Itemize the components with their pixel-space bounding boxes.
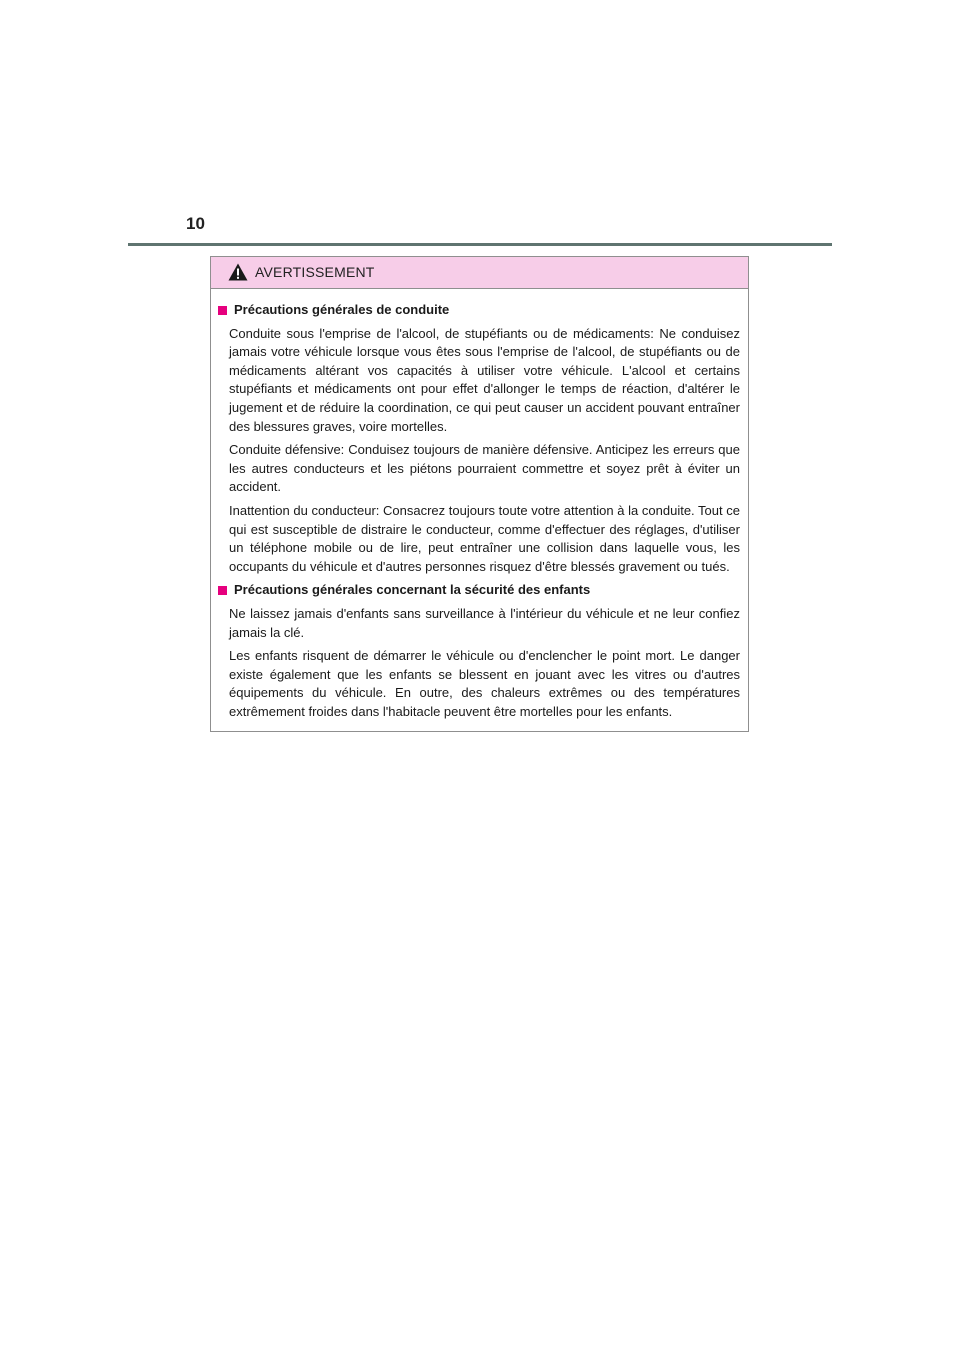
- header-rule: [128, 243, 832, 246]
- section-title-driving: [218, 301, 740, 320]
- paragraph-unattended-children: Ne laissez jamais d'enfants sans surveillance à l'intérieur du véhicule et ne leur confiez jamais la clé.: [229, 605, 740, 640]
- section-title-child-safety: [218, 581, 740, 600]
- paragraph-driver-inattention: Inattention du conducteur: Consacrez toujours toute votre attention à la conduite. Tout ce qui est susceptible de distraire le conducteur, comme d'effectuer des réglages, d'utiliser un téléphone mobile ou de lire, peut entraîner une collision dans laquelle vous, les occupants du véhicule et d'autres personnes risquez d'être blessés gravement ou tués.: [229, 502, 740, 574]
- warning-title: AVERTISSEMENT: [255, 264, 375, 280]
- paragraph-alcohol: Conduite sous l'emprise de l'alcool, de stupéfiants ou de médicaments: Ne conduisez jamais votre véhicule lorsque vous êtes sous l'emprise de l'alcool, de stupéfiants ou de médicaments altérant vos capacités à utiliser votre véhicule. L'alcool et certains stupéfiants et médicaments ont pour effet d'allonger le temps de réaction, d'altérer le jugement et de réduire la coordination, ce qui peut causer un accident pouvant entraîner des blessures graves, voire mortelles.: [229, 325, 740, 434]
- square-bullet-icon: [218, 586, 227, 595]
- section-title-text: Précautions générales de conduite: [234, 302, 450, 317]
- paragraph-child-risks: Les enfants risquent de démarrer le véhicule ou d'enclencher le point mort. Le danger existe également que les enfants se blessent en jouant avec les vitres ou d'autres équipements du véhicule. En outre, des chaleurs extrêmes ou des températures extrêmement froides dans l'habitacle peuvent être mortelles pour les enfants.: [229, 648, 740, 719]
- warning-box: [210, 256, 749, 732]
- warning-header: [211, 257, 748, 289]
- page-number: 10: [186, 214, 205, 233]
- section-title-text: Précautions générales concernant la sécurité des enfants: [234, 582, 591, 598]
- paragraph-defensive-driving: Conduite défensive: Conduisez toujours de manière défensive. Anticipez les erreurs que les autres conducteurs et les piétons pourraient commettre et soyez prêt à éviter un accident.: [229, 442, 740, 495]
- warning-triangle-icon: [228, 263, 248, 281]
- warning-body: [211, 289, 748, 721]
- square-bullet-icon: [218, 306, 227, 315]
